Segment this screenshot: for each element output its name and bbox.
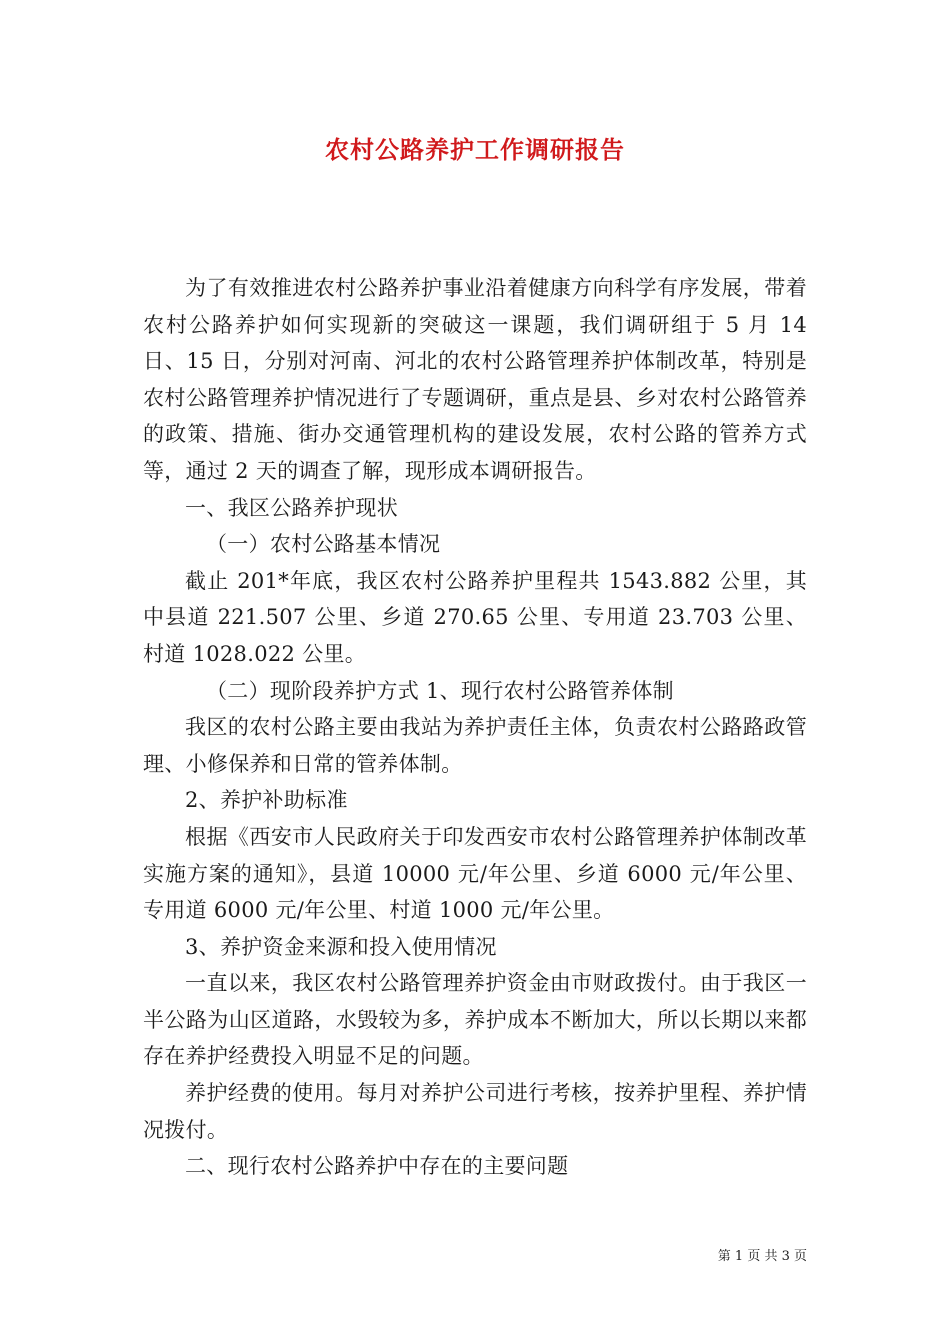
funding-paragraph: 一直以来，我区农村公路管理养护资金由市财政拨付。由于我区一半公路为山区道路，水毁较为多，养护成本不断加大，所以长期以来都存在养护经费投入明显不足的问题。 <box>143 971 807 1069</box>
mileage-paragraph: 截止 201*年底，我区农村公路养护里程共 1543.882 公里，其中县道 221.507 公里、乡道 270.65 公里、专用道 23.703 公里、村道 1028.022 公里。 <box>143 568 807 666</box>
subsection-heading-2: （二）现阶段养护方式 1、现行农村公路管养体制 <box>206 678 674 703</box>
subsection-heading-subsidy: 2、养护补助标准 <box>185 788 348 813</box>
management-paragraph: 我区的农村公路主要由我站为养护责任主体，负责农村公路路政管理、小修保养和日常的管养体制。 <box>143 715 807 776</box>
section-heading-1: 一、我区公路养护现状 <box>185 495 398 520</box>
intro-paragraph: 为了有效推进农村公路养护事业沿着健康方向科学有序发展，带着农村公路养护如何实现新的突破这一课题，我们调研组于 5 月 14 日、15 日，分别对河南、河北的农村公路管理养护体制改革，特别是农村公路管理养护情况进行了专题调研，重点是县、乡对农村公路管养的政策、措施、街办交通管理机构的建设发展，农村公路的管养方式等，通过 2 天的调查了解，现形成本调研报告。 <box>143 276 807 483</box>
document-body <box>143 270 807 1185</box>
subsection-heading-funding: 3、养护资金来源和投入使用情况 <box>185 934 497 959</box>
page-number: 第 1 页 共 3 页 <box>717 1249 807 1264</box>
page-footer <box>718 1248 807 1266</box>
subsection-heading-1: （一）农村公路基本情况 <box>206 532 441 557</box>
funding-usage-paragraph: 养护经费的使用。每月对养护公司进行考核，按养护里程、养护情况拨付。 <box>143 1081 807 1142</box>
document-title: 农村公路养护工作调研报告 <box>325 135 625 164</box>
subsidy-paragraph: 根据《西安市人民政府关于印发西安市农村公路管理养护体制改革实施方案的通知》，县道 10000 元/年公里、乡道 6000 元/年公里、专用道 6000 元/年公里、村道 1000 元/年公里。 <box>143 824 807 923</box>
section-heading-2: 二、现行农村公路养护中存在的主要问题 <box>185 1154 569 1179</box>
